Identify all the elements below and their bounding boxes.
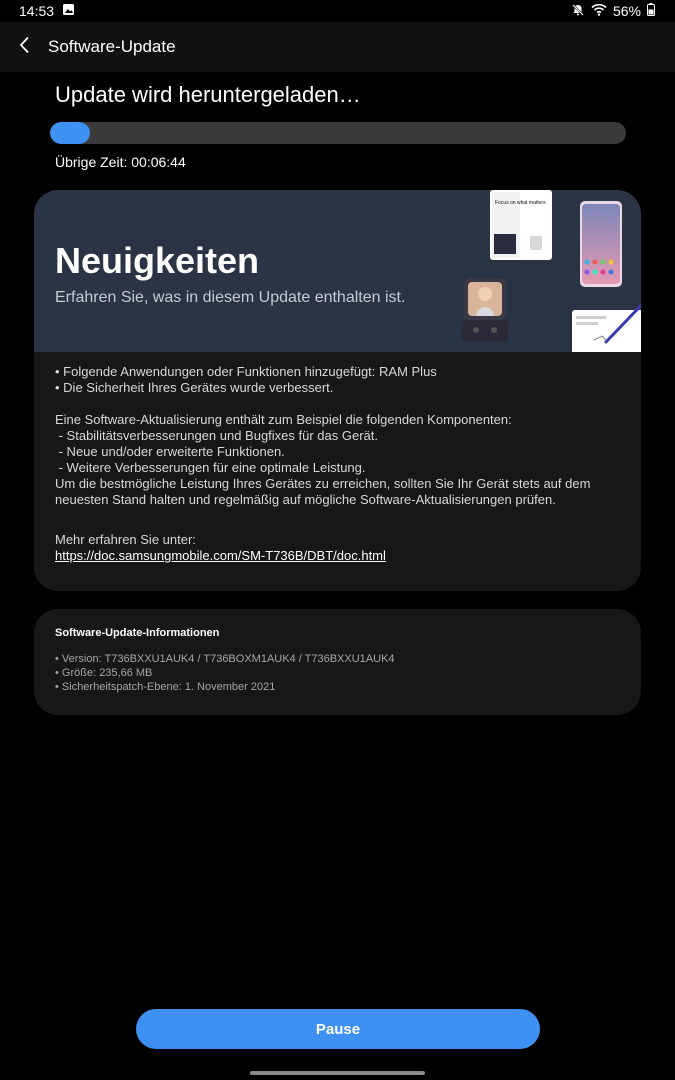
- download-progress-fill: [50, 122, 90, 144]
- news-card: [34, 190, 641, 591]
- update-info-title: Software-Update-Informationen: [55, 627, 220, 639]
- news-subheading: Erfahren Sie, was in diesem Update enthalten ist.: [55, 289, 406, 306]
- news-bullet: • Folgende Anwendungen oder Funktionen hinzugefügt: RAM Plus: [55, 364, 437, 379]
- update-info-list: [55, 652, 395, 694]
- devices-illustration: [454, 190, 641, 352]
- app-bar: [0, 22, 675, 72]
- page-title: Software-Update: [48, 37, 176, 56]
- component-item: - Weitere Verbesserungen für eine optimale Leistung.: [55, 460, 366, 475]
- download-status-title: Update wird heruntergeladen…: [55, 82, 361, 107]
- size-info: • Größe: 235,66 MB: [55, 667, 153, 679]
- update-info-card: [34, 609, 641, 715]
- chevron-left-icon: [18, 36, 30, 59]
- home-indicator[interactable]: [250, 1071, 425, 1075]
- security-patch-info: • Sicherheitspatch-Ebene: 1. November 2021: [55, 681, 276, 693]
- component-item: - Stabilitätsverbesserungen und Bugfixes für das Gerät.: [55, 428, 379, 443]
- more-info-label: Mehr erfahren Sie unter:: [55, 532, 196, 547]
- battery-icon: [647, 3, 655, 19]
- component-item: - Neue und/oder erweiterte Funktionen.: [55, 444, 285, 459]
- back-button[interactable]: [0, 22, 48, 72]
- news-heading: Neuigkeiten: [55, 240, 260, 281]
- news-description: [55, 364, 625, 564]
- news-bullet: • Die Sicherheit Ihres Gerätes wurde verbessert.: [55, 380, 334, 395]
- news-banner: [34, 190, 641, 352]
- status-bar: [0, 0, 675, 22]
- mute-icon: [571, 3, 585, 20]
- battery-label: 56%: [612, 3, 641, 19]
- wifi-icon: [591, 3, 607, 19]
- art-caption: Focus on what matters: [495, 200, 546, 206]
- pause-button[interactable]: Pause: [136, 1009, 540, 1049]
- image-icon: [62, 3, 75, 19]
- advice-text: Um die bestmögliche Leistung Ihres Gerätes zu erreichen, sollten Sie Ihr Gerät stets auf dem: [55, 476, 591, 491]
- components-intro: Eine Software-Aktualisierung enthält zum Beispiel die folgenden Komponenten:: [55, 412, 512, 427]
- status-time: 14:53: [19, 3, 55, 19]
- documentation-link[interactable]: https://doc.samsungmobile.com/SM-T736B/DBT/doc.html: [55, 548, 386, 563]
- version-info: • Version: T736BXXU1AUK4 / T736BOXM1AUK4 / T736BXXU1AUK4: [55, 653, 395, 665]
- advice-text: neuesten Stand halten und regelmäßig auf mögliche Software-Aktualisierungen prüfen.: [55, 492, 556, 507]
- download-progress-bar: [50, 122, 626, 144]
- remaining-time: Übrige Zeit: 00:06:44: [55, 154, 186, 170]
